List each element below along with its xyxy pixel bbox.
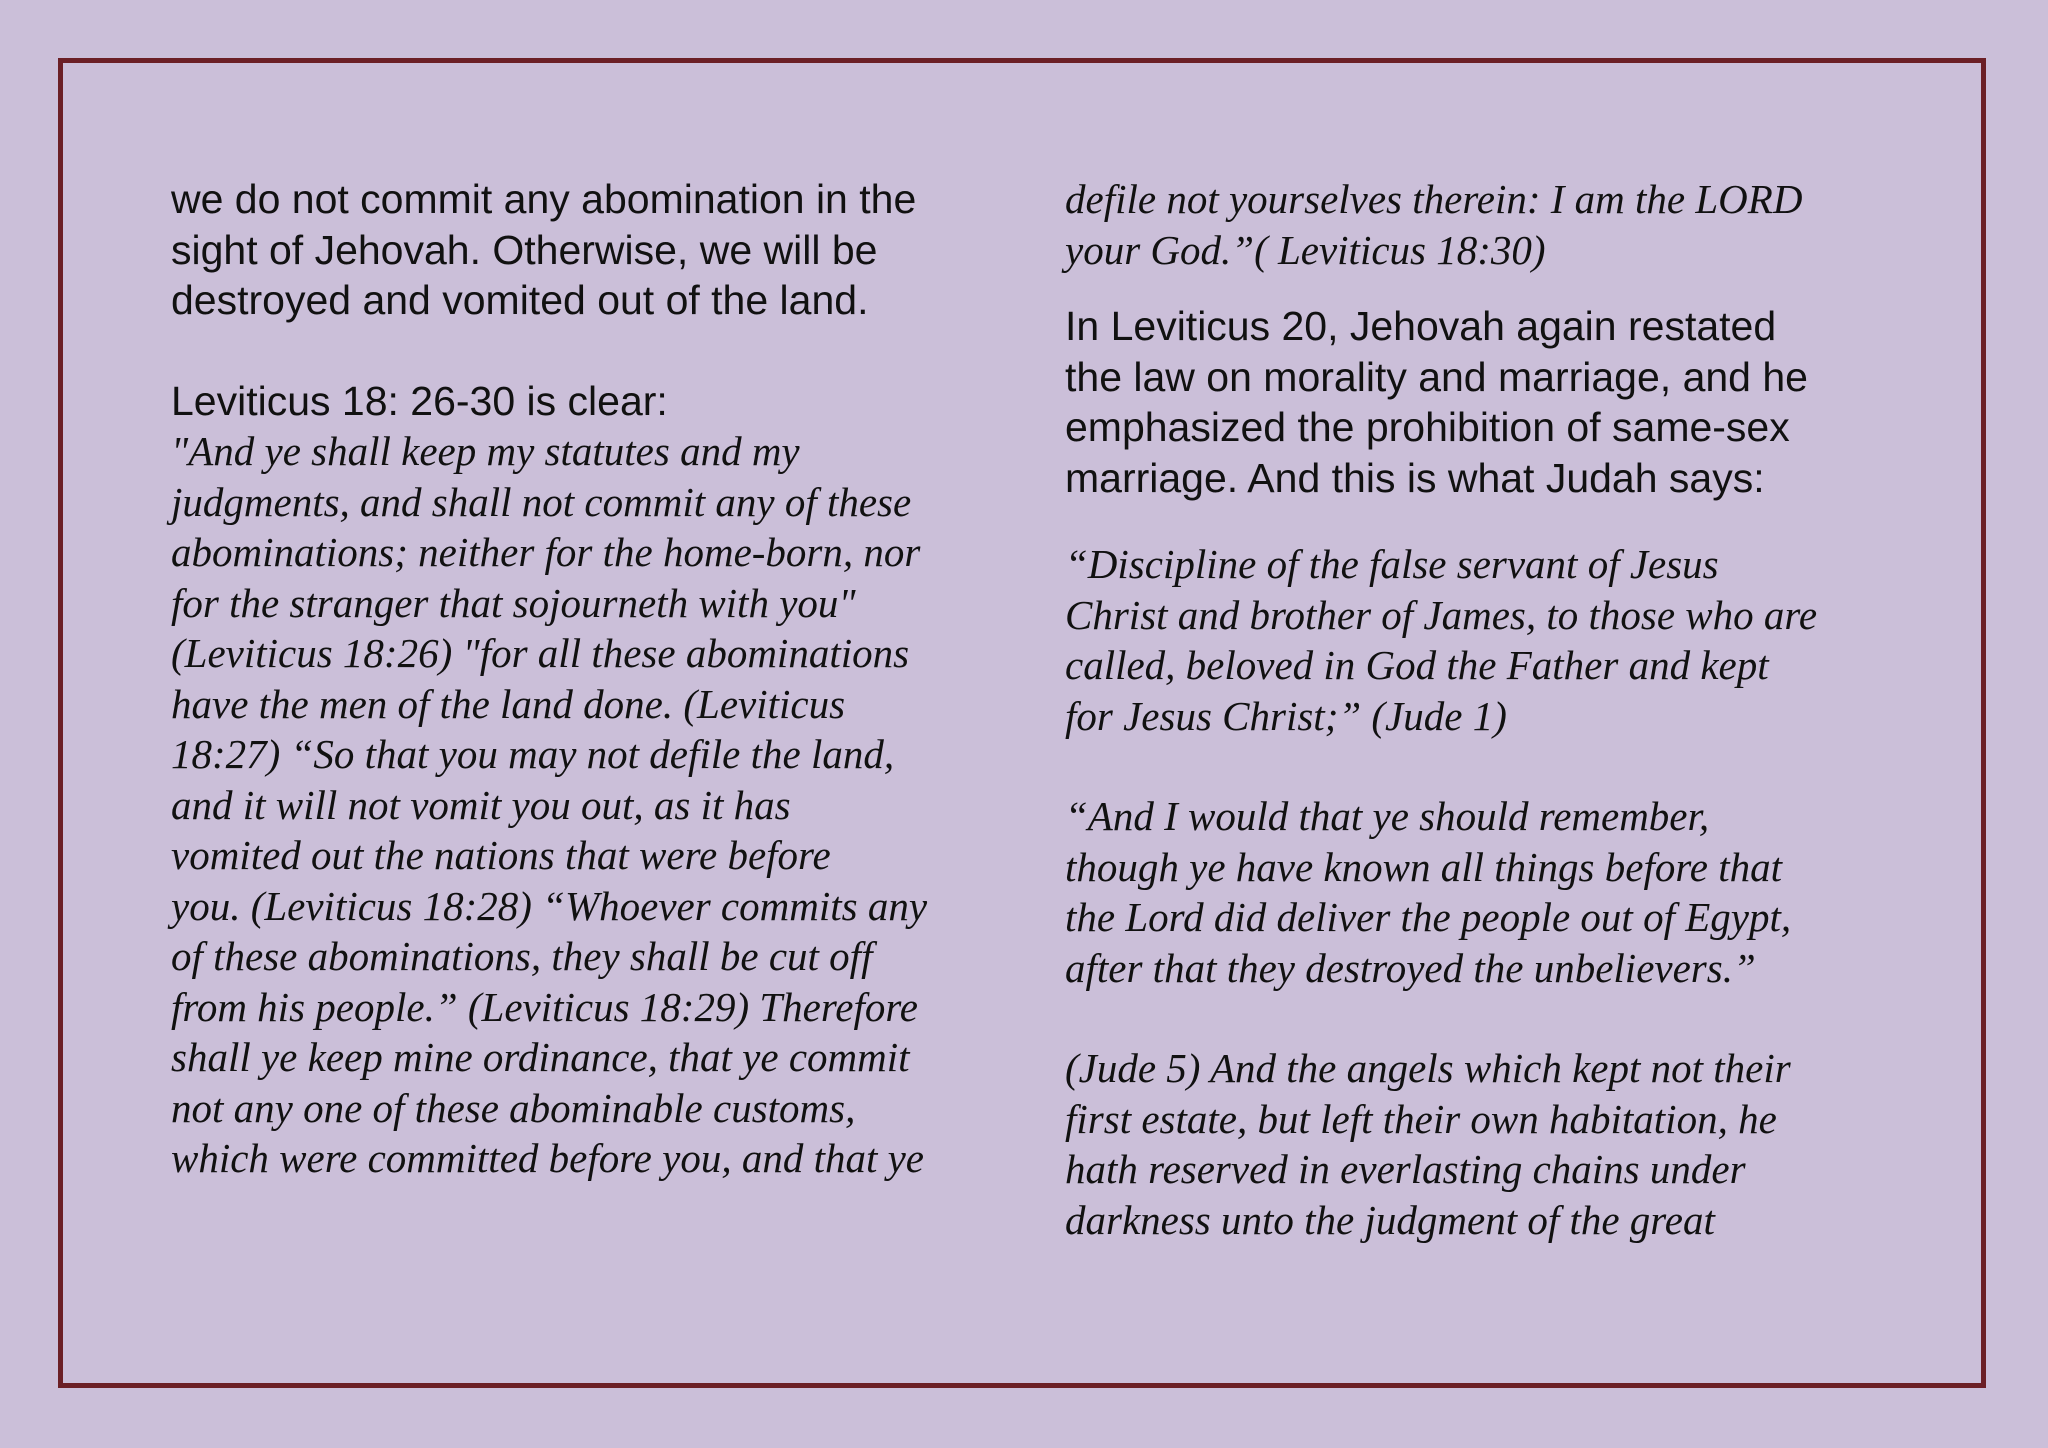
leviticus-quote-continuation: defile not yourselves therein: I am the LORD your God.”( Leviticus 18:30) xyxy=(1065,176,1803,273)
jude-5-quote: (Jude 5) And the angels which kept not their first estate, but left their own habitation, he hath reserved in everlasting chains under darkness unto the judgment of the great xyxy=(1065,1045,1791,1243)
intro-paragraph: we do not commit any abomination in the sight of Jehovah. Otherwise, we will be destroyed and vomited out of the land. xyxy=(171,176,917,323)
remember-quote: “And I would that ye should remember, though ye have known all things before that the Lord did deliver the people out of Egypt, after that they destroyed the unbelievers.” xyxy=(1065,793,1792,991)
left-column xyxy=(171,174,1001,1184)
leviticus-20-paragraph: In Leviticus 20, Jehovah again restated the law on morality and marriage, and he emphasized the prohibition of same-sex marriage. And this is what Judah says: xyxy=(1065,303,1808,501)
right-column xyxy=(1065,174,1895,1245)
section-heading: Leviticus 18: 26-30 is clear: xyxy=(171,377,668,424)
leviticus-quote: "And ye shall keep my statutes and my judgments, and shall not commit any of these abominations; neither for the home-born, nor for the stranger that sojourneth with you" (Leviticus 18:26) "for all these abominations have the men of the land done. (Leviticus 18:27) “So that you may not defile the land, and it will not vomit you out, as it has vomited out the nations that were before you. (Leviticus 18:28) “Whoever commits any of these abominations, they shall be cut off from his people.” (Leviticus 18:29) Therefore shall ye keep mine ordinance, that ye commit not any one of these abominable customs, which were committed before you, and that ye xyxy=(171,428,928,1181)
jude-1-quote: “Discipline of the false servant of Jesus Christ and brother of James, to those who are called, beloved in God the Father and kept for Jesus Christ;” (Jude 1) xyxy=(1065,541,1818,739)
